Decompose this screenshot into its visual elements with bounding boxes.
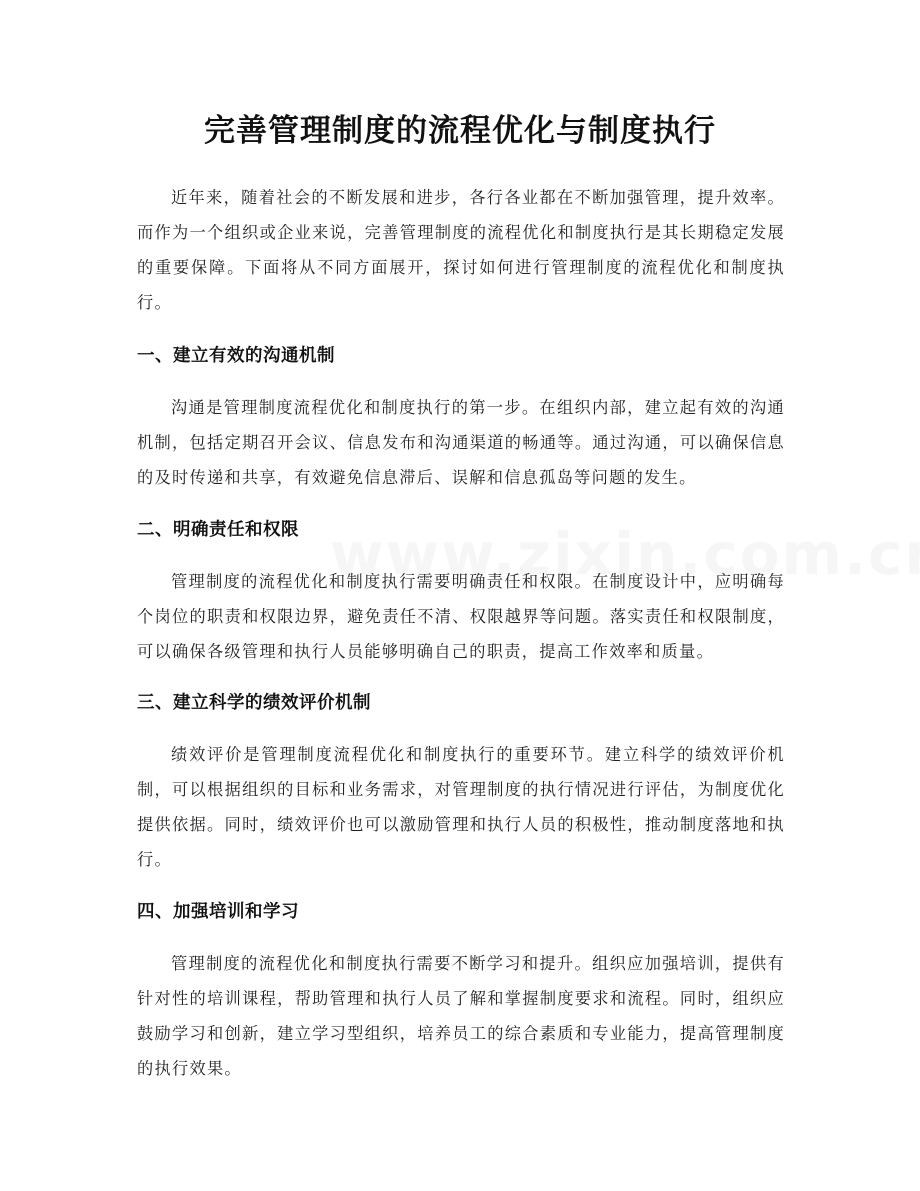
section-2-paragraph: 管理制度的流程优化和制度执行需要明确责任和权限。在制度设计中，应明确每个岗位的职责和权限边界，避免责任不清、权限越界等问题。落实责任和权限制度，可以确保各级管理和执行人员能够明确自己的职责，提高工作效率和质量。: [137, 572, 785, 661]
section-1-heading: 一、建立有效的沟通机制: [137, 346, 335, 366]
section-2-heading: 二、明确责任和权限: [137, 520, 299, 540]
section-4-paragraph: 管理制度的流程优化和制度执行需要不断学习和提升。组织应加强培训，提供有针对性的培训课程，帮助管理和执行人员了解和掌握制度要求和流程。同时，组织应鼓励学习和创新，建立学习型组织，培养员工的综合素质和专业能力，提高管理制度的执行效果。: [137, 954, 785, 1078]
section-3-heading: 三、建立科学的绩效评价机制: [137, 693, 371, 713]
section-3-paragraph: 绩效评价是管理制度流程优化和制度执行的重要环节。建立科学的绩效评价机制，可以根据组织的目标和业务需求，对管理制度的执行情况进行评估，为制度优化提供依据。同时，绩效评价也可以激励管理和执行人员的积极性，推动制度落地和执行。: [137, 745, 785, 869]
section-4-heading: 四、加强培训和学习: [137, 902, 299, 922]
section-1-paragraph: 沟通是管理制度流程优化和制度执行的第一步。在组织内部，建立起有效的沟通机制，包括定期召开会议、信息发布和沟通渠道的畅通等。通过沟通，可以确保信息的及时传递和共享，有效避免信息滞后、误解和信息孤岛等问题的发生。: [137, 398, 785, 487]
intro-paragraph: 近年来，随着社会的不断发展和进步，各行各业都在不断加强管理，提升效率。而作为一个组织或企业来说，完善管理制度的流程优化和制度执行是其长期稳定发展的重要保障。下面将从不同方面展开，探讨如何进行管理制度的流程优化和制度执行。: [137, 188, 785, 312]
page-title: 完善管理制度的流程优化与制度执行: [204, 113, 716, 149]
